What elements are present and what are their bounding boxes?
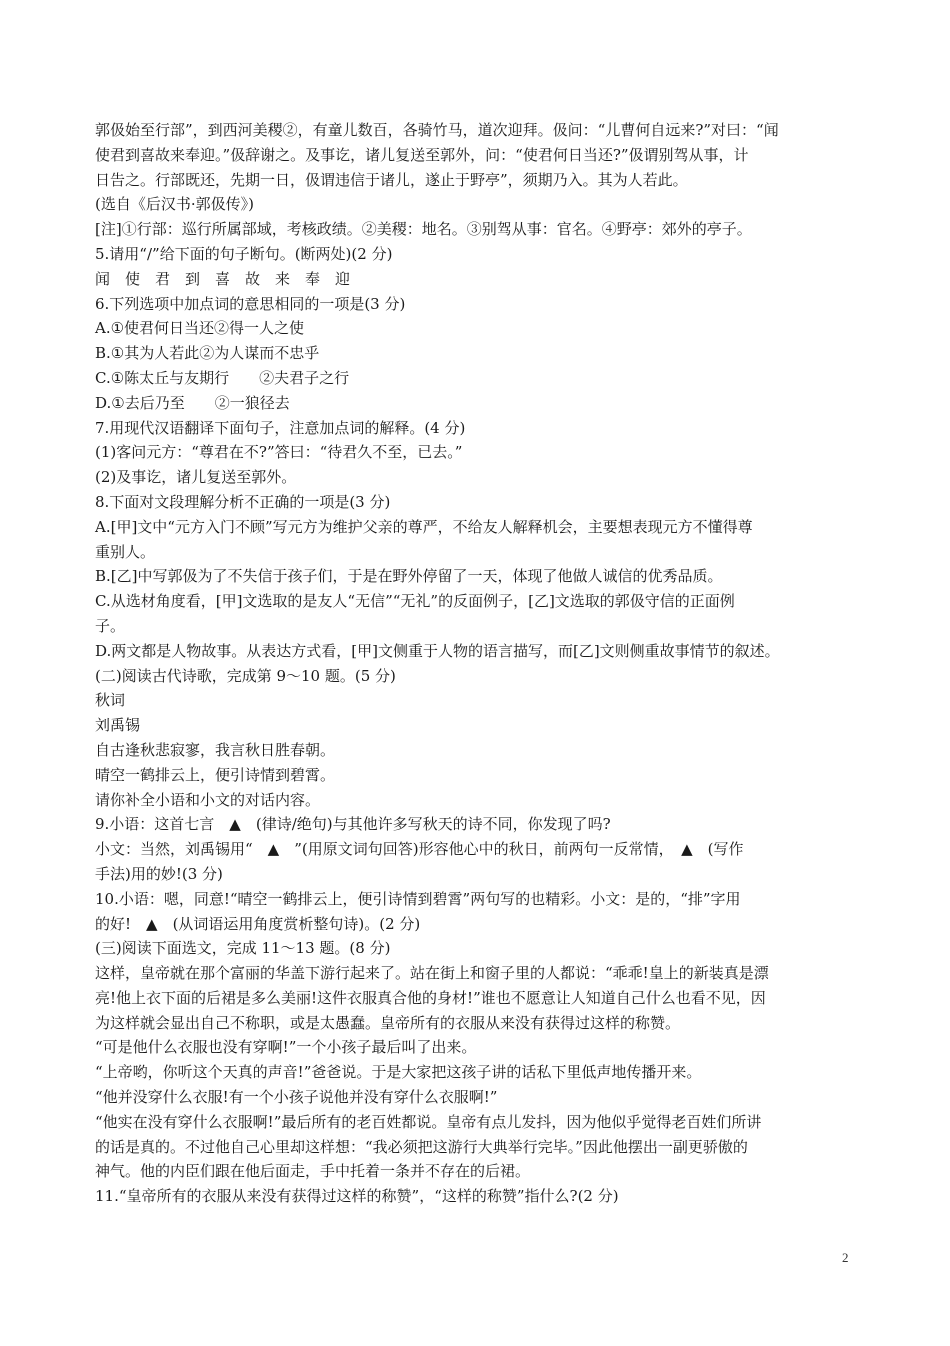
text-line: 晴空一鹤排云上，便引诗情到碧霄。 [95,765,336,784]
text-line: 6.下列选项中加点词的意思相同的一项是(3 分) [95,294,406,313]
text-line: 这样，皇帝就在那个富丽的华盖下游行起来了。站在街上和窗子里的人都说：“乖乖!皇上的新装真是漂 [95,964,769,983]
text-line: 8.下面对文段理解分析不正确的一项是(3 分) [95,492,391,511]
text-line: 日告之。行部既还，先期一日，伋谓违信于诸儿，遂止于野亭”，须期乃入。其为人若此。 [95,170,688,189]
document-body [95,118,860,1209]
text-line: 的话是真的。不过他自己心里却这样想：“我必须把这游行大典举行完毕。”因此他摆出一副更骄傲的 [95,1137,748,1156]
text-line: 郭伋始至行部”，到西河美稷②，有童儿数百，各骑竹马，道次迎拜。伋问：“儿曹何自远来?”对曰：“闻 [95,121,779,139]
text-line: 重别人。 [95,542,156,561]
text-line: 秋词 [95,691,126,710]
text-line: C.①陈太丘与友期行 ②夫君子之行 [95,368,350,387]
text-line: “他并没穿什么衣服!有一个小孩子说他并没有穿什么衣服啊!” [95,1088,498,1107]
text-line: B.①其为人若此②为人谋而不忠乎 [95,344,320,363]
text-line: 9.小语：这首七言 ▲ (律诗/绝句)与其他许多写秋天的诗不同，你发现了吗? [95,815,611,834]
text-line: 使君到喜故来奉迎。”伋辞谢之。及事讫，诸儿复送至郭外，问：“使君何日当还?”伋谓别驾从事，计 [95,145,749,164]
text-line: (选自《后汉书·郭伋传》) [95,195,254,214]
text-line: 小文：当然，刘禹锡用“ ▲ ”(用原文词句回答)形容他心中的秋日，前两句一反常情， ▲ (写作 [95,840,744,859]
text-line: (2)及事讫，诸儿复送至郭外。 [95,468,297,487]
text-line: “可是他什么衣服也没有穿啊!”一个小孩子最后叫了出来。 [95,1038,477,1057]
page-number: 2 [842,1250,849,1265]
text-line: D.①去后乃至 ②一狼径去 [95,393,290,412]
text-line: [注]①行部：巡行所属部域，考核政绩。②美稷：地名。③别驾从事：官名。④野亭：郊外的亭子。 [95,220,752,239]
text-line: 5.请用“/”给下面的句子断句。(断两处)(2 分) [95,244,393,263]
text-line: “上帝哟，你听这个天真的声音!”爸爸说。于是大家把这孩子讲的话私下里低声地传播开来。 [95,1063,702,1082]
text-line: 刘禹锡 [95,716,141,735]
text-line: A.[甲]文中“元方入门不顾”写元方为维护父亲的尊严，不给友人解释机会，主要想表现元方不懂得尊 [95,517,753,536]
text-line: 11.“皇帝所有的衣服从来没有获得过这样的称赞”，“这样的称赞”指什么?(2 分) [95,1187,619,1206]
text-line: “他实在没有穿什么衣服啊!”最后所有的老百姓都说。皇帝有点儿发抖，因为他似乎觉得老百姓们所讲 [95,1112,762,1131]
text-line: 请你补全小语和小文的对话内容。 [95,790,321,809]
text-line: 神气。他的内臣们跟在他后面走，手中托着一条并不存在的后裙。 [95,1162,531,1181]
text-line: 自古逢秋悲寂寥，我言秋日胜春朝。 [95,740,336,759]
text-line: 的好! ▲ (从词语运用角度赏析整句诗)。(2 分) [95,914,421,933]
text-line: 闻 使 君 到 喜 故 来 奉 迎 [95,269,351,288]
text-line: B.[乙]中写郭伋为了不失信于孩子们，于是在野外停留了一天，体现了他做人诚信的优秀品质。 [95,567,723,586]
text-line: (二)阅读古代诗歌，完成第 9～10 题。(5 分) [95,666,396,685]
text-line: 为这样就会显出自己不称职，或是太愚蠢。皇帝所有的衣服从来没有获得过这样的称赞。 [95,1013,681,1032]
text-line: D.两文都是人物故事。从表达方式看，[甲]文侧重于人物的语言描写，而[乙]文则侧重故事情节的叙述。 [95,641,780,660]
text-line: 子。 [95,616,126,635]
text-line: 10.小语：嗯，同意!“晴空一鹤排云上，便引诗情到碧霄”两句写的也精彩。小文：是的，“排”字用 [95,889,741,908]
text-line: 7.用现代汉语翻译下面句子，注意加点词的解释。(4 分) [95,418,466,437]
text-line: A.①使君何日当还②得一人之使 [95,319,305,338]
text-line: C.从选材角度看，[甲]文选取的是友人“无信”“无礼”的反面例子，[乙]文选取的郭伋守信的正面例 [95,592,735,611]
text-line: (1)客问元方：“尊君在不?”答曰：“待君久不至，已去。” [95,443,463,462]
text-line: 手法)用的妙!(3 分) [95,864,223,883]
text-line: (三)阅读下面选文，完成 11～13 题。(8 分) [95,939,391,958]
text-line: 亮!他上衣下面的后裙是多么美丽!这件衣服真合他的身材!”谁也不愿意让人知道自己什么也看不见，因 [95,988,766,1007]
